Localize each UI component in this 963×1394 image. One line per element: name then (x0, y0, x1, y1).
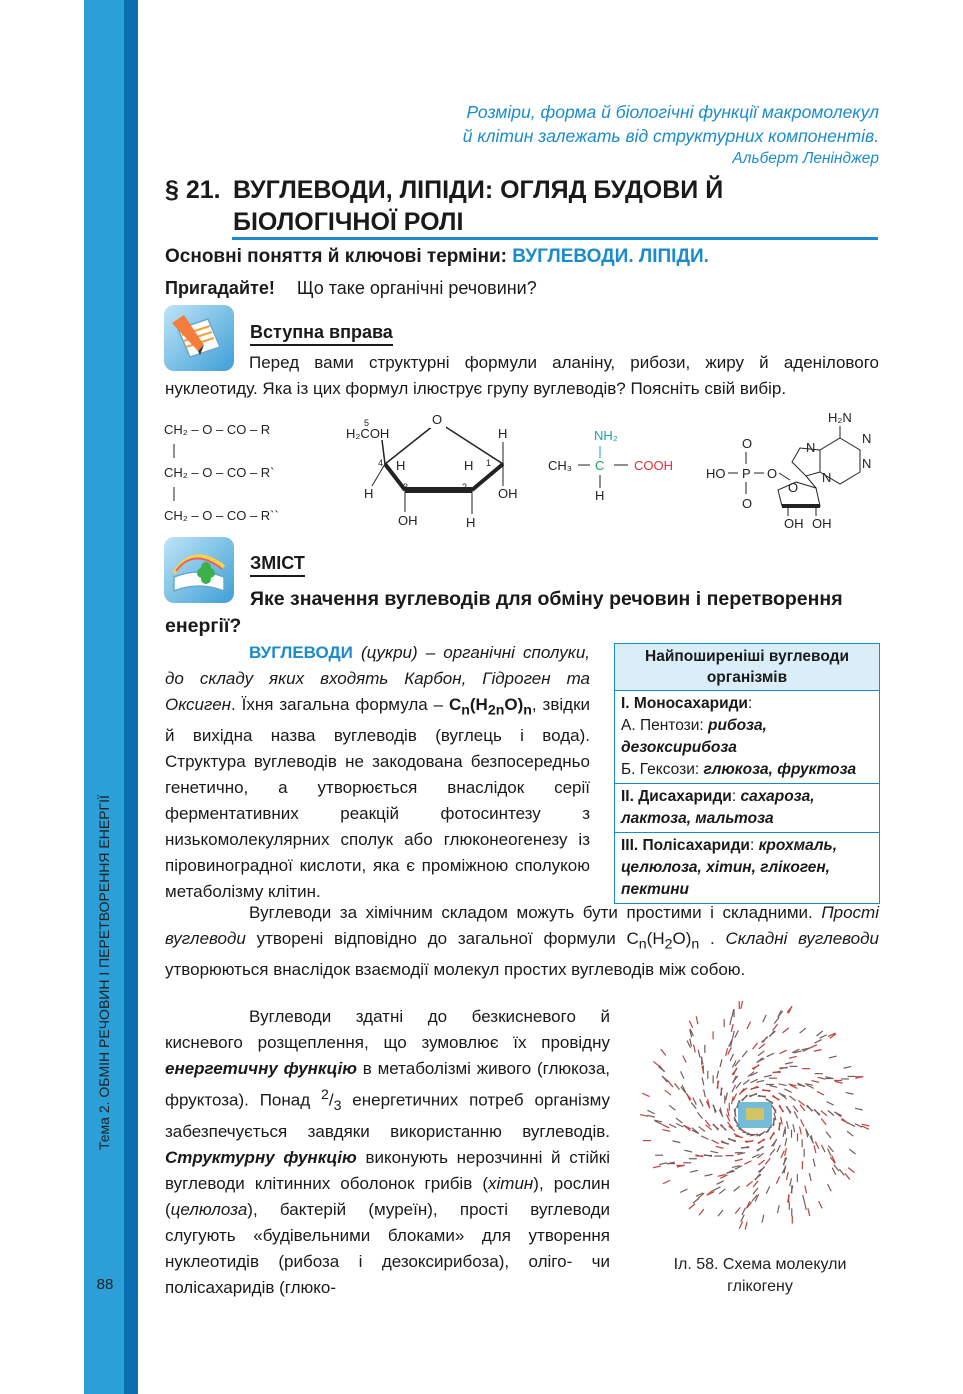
ribose-n5: 5 (364, 418, 370, 428)
carbohydrates-table (614, 643, 880, 904)
heading-underline (232, 237, 878, 240)
epigraph-line-2: й клітин залежать від структурних компонентів. (462, 126, 879, 146)
epigraph (463, 100, 879, 170)
nuc-ho: HO (706, 466, 726, 481)
nuc-n-2: N (862, 456, 872, 471)
fat-line-2: CH₂ – O – CO – R` (164, 465, 275, 480)
nuc-n-3: N (806, 440, 816, 455)
structural-formulas (160, 410, 880, 540)
ribose-o: O (432, 412, 443, 427)
sidebar-band-dark (124, 0, 138, 1394)
ribose-h-4b: H (364, 486, 374, 501)
remember-prompt (165, 276, 537, 300)
ribose-n3: 3 (403, 482, 409, 492)
ribose-n2: 2 (462, 482, 468, 492)
nuc-o-ring: O (788, 480, 799, 495)
ribose-oh-1: OH (498, 486, 518, 501)
term-carbohydrates: ВУГЛЕВОДИ (249, 643, 353, 662)
remember-question: Що таке органічні речовини? (296, 278, 537, 298)
fat-line-3: CH₂ – O – CO – R`` (164, 508, 279, 523)
ribose-formula (346, 412, 518, 530)
nuc-o-top: O (742, 436, 753, 451)
epigraph-line-1: Розміри, форма й біологічні функції макромолекул (466, 102, 879, 122)
nucleotide-formula (706, 410, 871, 531)
figure-caption: Іл. 58. Схема молекули глікогену (673, 1256, 847, 1295)
nuc-oh-2: OH (812, 516, 832, 531)
section-title: ВУГЛЕВОДИ, ЛІПІДИ: ОГЛЯД БУДОВИ Й БІОЛОГІЧНОЇ РОЛІ (233, 176, 724, 236)
ribose-n4: 4 (378, 458, 384, 468)
nuc-n-1: N (862, 431, 872, 446)
ribose-h-2: H (464, 458, 474, 473)
fat-formula (164, 422, 279, 523)
ribose-h-4: H (396, 458, 406, 473)
table-header: Найпоширеніші вуглеводи організмів (615, 644, 879, 691)
ribose-h-2b: H (466, 515, 476, 530)
theme-label: Тема 2. ОБМІН РЕЧОВИН І ПЕРЕТВОРЕННЯ ЕНЕРГІЇ (96, 795, 112, 1150)
alanine-nh2: NH₂ (594, 428, 618, 443)
alanine-ch3: CH₃ (548, 458, 573, 473)
section-number: § 21. (165, 176, 221, 204)
simple-complex-paragraph: Вуглеводи за хімічним складом можуть бути простими і складними. Прості вуглеводи утворені відповідно до загальної формули $C_n(H_2O)_n$ . Складні вуглеводи утворюються внаслідок взаємодії молекул простих вуглеводів між собою. (165, 903, 879, 980)
ribose-h-1: H (498, 426, 508, 441)
content-heading: ЗМІСТ (250, 551, 305, 577)
key-terms (165, 244, 709, 270)
nuc-o-bot: O (742, 496, 753, 511)
intro-heading: Вступна вправа (250, 320, 393, 346)
table-row-mono: I. Моносахариди: А. Пентози: рибоза, дезоксирибоза Б. Гексози: глюкоза, фруктоза (615, 691, 879, 784)
glycogen-figure (630, 990, 880, 1240)
nuc-n-4: N (822, 470, 832, 485)
nuc-h2n: H₂N (828, 410, 852, 425)
ribose-ch2oh: H₂COH (346, 426, 390, 441)
fat-line-1: CH₂ – O – CO – R (164, 422, 271, 437)
alanine-c: C (595, 458, 605, 473)
table-row-di: II. Дисахариди: сахароза, лактоза, мальтоза (615, 784, 879, 833)
table-row-poly: III. Полісахариди: крохмаль, целюлоза, хітин, глікоген, пектини (621, 837, 838, 898)
key-terms-list: ВУГЛЕВОДИ. ЛІПІДИ. (512, 246, 709, 267)
carbohydrates-definition: ВУГЛЕВОДИ (цукри) – органічні сполуки, до складу яких входять Карбон, Гідроген та Оксиген. Їхня загальна формула – $C_n(H_{2n}O)_n$, звідки й вихідна назва вуглеводів (вуглець і вода). Структура вуглеводів не закодована безпосередньо генетично, а утворюється внаслідок серії ферментативних реакцій фотосинтезу з низькомолекулярних сполук або глюконеогенезу із піровиноградної кислоти, яка є проміжною сполукою метаболізму клітин. (165, 643, 590, 902)
functions-paragraph: Вуглеводи здатні до безкисневого й кисневого розщеплення, що зумовлює їх провідну енергетичну функцію в метаболізмі живого (глюкоза, фруктоза). Понад $^2/_3$ енергетичних потреб організму забезпечується завдяки використанню вуглеводів. Структурну функцію виконують нерозчинні й стійкі вуглеводи клітинних оболонок грибів (хітин), рослин (целюлоза), бактерій (муреїн), прості вуглеводи слугують «будівельними блоками» для утворення нуклеотидів (рибоза і дезоксирибоза), оліго- чи полісахаридів (глюко- (165, 1007, 611, 1298)
alanine-cooh: COOH (634, 458, 673, 473)
ribose-oh-3: OH (398, 513, 418, 528)
alanine-h: H (595, 488, 605, 503)
ribose-n1: 1 (486, 458, 492, 468)
page-number: 88 (96, 1276, 114, 1293)
intro-text: Перед вами структурні формули аланіну, рибози, жиру й аденілового нуклеотиду. Яка із цих формул ілюструє групу вуглеводів? Поясніть свій вибір. (165, 353, 879, 398)
sidebar-band (84, 0, 124, 1394)
epigraph-author: Альберт Ленінджер (732, 150, 879, 167)
nuc-o-mid: O (767, 466, 778, 481)
content-question: Яке значення вуглеводів для обміну речовин і перетворення енергії? (165, 588, 843, 637)
nuc-p: P (742, 466, 751, 481)
key-terms-label: Основні поняття й ключові терміни: (165, 246, 507, 267)
remember-label: Пригадайте! (165, 278, 275, 298)
alanine-formula (548, 428, 673, 503)
nuc-oh-1: OH (784, 516, 804, 531)
